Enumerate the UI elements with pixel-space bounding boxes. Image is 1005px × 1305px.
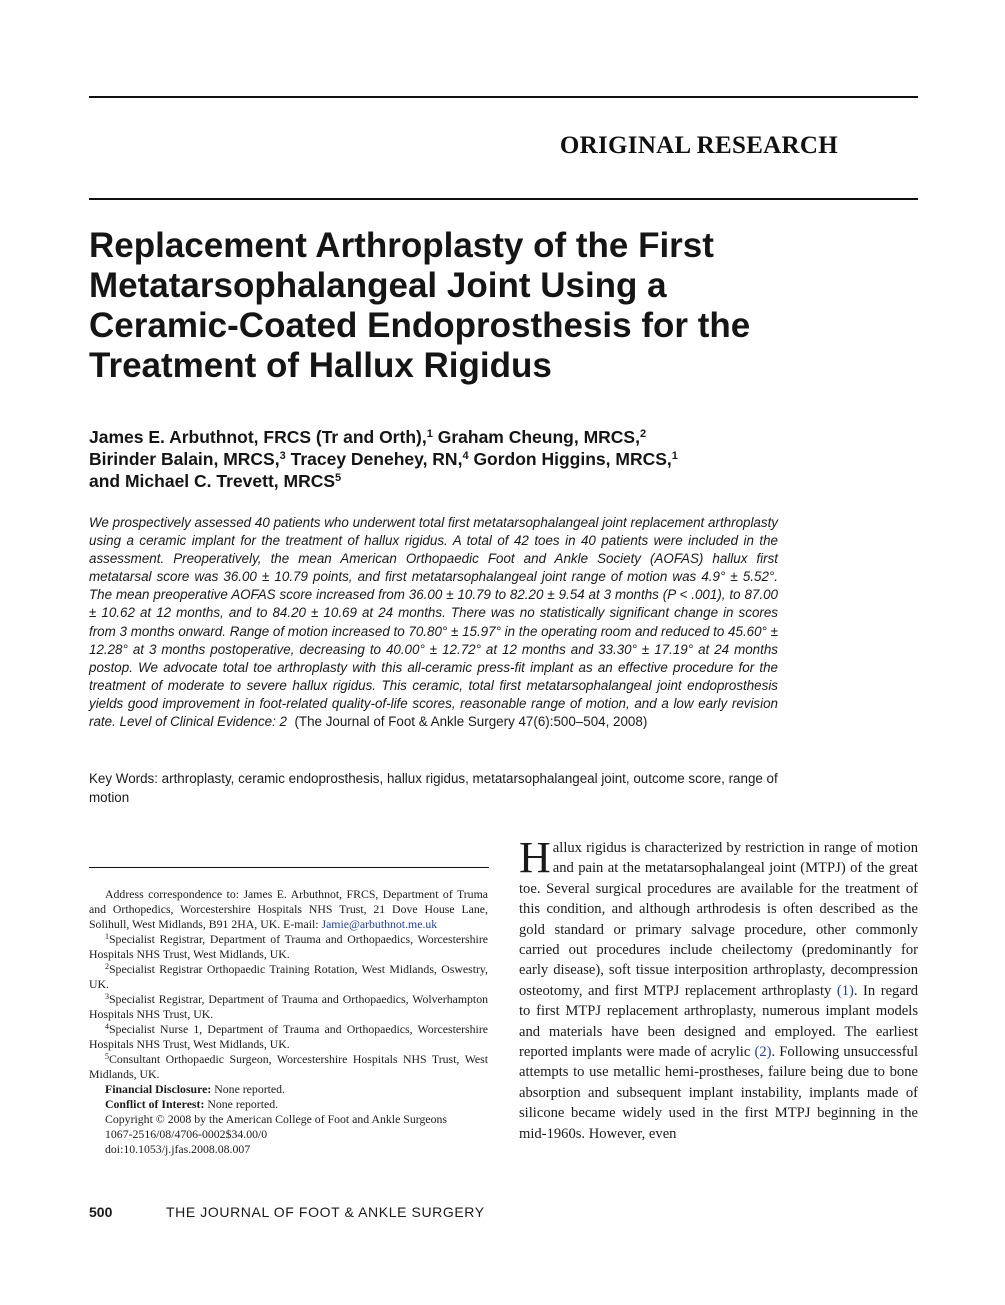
author-affiliation-marker: 1: [426, 428, 433, 440]
affiliation-note: $^2$Specialist Registrar Orthopaedic Training Rotation, West Midlands, Oswestry, UK.: [89, 962, 488, 991]
header-top-rule: [89, 96, 918, 98]
section-label: ORIGINAL RESEARCH: [559, 132, 838, 159]
author-line: [89, 470, 849, 492]
copyright-note: Copyright © 2008 by the American College of Foot and Ankle Surgeons: [105, 1112, 447, 1126]
keywords: Key Words: arthroplasty, ceramic endoprosthesis, hallux rigidus, metatarsophalangeal joint, outcome score, range of motion: [89, 771, 778, 805]
header-bottom-rule: [89, 198, 918, 200]
author-affiliation-marker: 2: [639, 428, 647, 440]
journal-name: THE JOURNAL OF FOOT & ANKLE SURGERY: [166, 1204, 485, 1220]
affiliation-note: $^5$Consultant Orthopaedic Surgeon, Worcestershire Hospitals NHS Trust, West Midlands, UK.: [89, 1052, 488, 1081]
author-affiliation-marker: 3: [279, 450, 286, 462]
title-line: Ceramic-Coated Endoprosthesis for the: [89, 306, 751, 345]
author-name: Birinder Balain, MRCS,: [89, 449, 280, 469]
intro-paragraph: Hallux rigidus is characterized by restriction in range of motion and pain at the metatarsophalangeal joint (MTPJ) of the great toe. Several surgical procedures are available for the treatment of this condition, and although arthrodesis is often described as the gold standard or primary salvage procedure, other commonly carried out procedures include cheilectomy (predominantly for early disease), soft tissue interposition arthroplasty, decompression osteotomy, and first MTPJ replacement arthroplasty (1). In regard to first MTPJ replacement arthroplasty, numerous implant models and materials have been designed and employed. The earliest reported implants were made of acrylic (2). Following unsuccessful attempts to use metallic hemi-prostheses, failure being due to bone absorption and subsequent implant instability, implants made of silicone became widely used in the first MTPJ beginning in the mid-1960s. However, even: [519, 833, 918, 1142]
affiliation-note: $^1$Specialist Registrar, Department of Trauma and Orthopaedics, Worcestershire Hospitals NHS Trust, West Midlands, UK.: [89, 932, 488, 961]
footnote-rule: [89, 867, 489, 868]
reference-link[interactable]: (1): [836, 982, 854, 999]
title-line: Metatarsophalangeal Joint Using a: [89, 266, 667, 305]
author-name: Gordon Higgins, MRCS,: [473, 449, 672, 469]
affiliation-note: $^4$Specialist Nurse 1, Department of Trauma and Orthopaedics, Worcestershire Hospitals NHS Trust, West Midlands, UK.: [89, 1022, 488, 1051]
page-number: 500: [89, 1204, 113, 1220]
title-line: Replacement Arthroplasty of the First: [89, 226, 714, 265]
issn-note: 1067-2516/08/4706-0002$34.00/0: [105, 1127, 268, 1141]
doi-note: doi:10.1053/j.jfas.2008.08.007: [105, 1142, 251, 1156]
title-line: Treatment of Hallux Rigidus: [89, 346, 552, 385]
drop-cap: H: [519, 833, 551, 882]
author-name: Graham Cheung, MRCS,: [437, 427, 640, 447]
author-name: James E. Arbuthnot, FRCS (Tr and Orth),: [89, 427, 427, 447]
abstract: [89, 514, 778, 731]
author-name: and Michael C. Trevett, MRCS: [89, 471, 336, 491]
author-affiliation-marker: 5: [335, 472, 342, 484]
author-affiliation-marker: 4: [462, 450, 469, 462]
body-text-column: [519, 833, 918, 1144]
footnotes: [89, 887, 488, 1157]
conflict-of-interest: Conflict of Interest: None reported.: [105, 1097, 279, 1111]
journal-citation: (The Journal of Foot & Ankle Surgery 47(6):500–504, 2008): [294, 714, 648, 730]
author-affiliation-marker: 1: [671, 450, 678, 462]
reference-link[interactable]: (2): [754, 1044, 772, 1061]
article-title: [89, 226, 929, 386]
author-line: [89, 448, 849, 470]
financial-disclosure: Financial Disclosure: None reported.: [105, 1082, 286, 1096]
author-line: [89, 426, 849, 448]
abstract-text: We prospectively assessed 40 patients who underwent total first metatarsophalangeal joint replacement arthroplasty using a ceramic implant for the treatment of hallux rigidus. A total of 42 toes in 40 patients were included in the assessment. Preoperatively, the mean American Orthopaedic Foot and Ankle Society (AOFAS) hallux first metatarsal score was 36.00 ± 10.79 points, and first metatarsophalangeal joint range of motion was 4.9° ± 5.52°. The mean preoperative AOFAS score increased from 36.00 ± 10.79 to 82.20 ± 9.54 at 3 months (P < .001), to 87.00 ± 10.62 at 12 months, and to 84.20 ± 10.69 at 24 months. There was no statistically significant change in scores from 3 months onward. Range of motion increased to 70.80° ± 15.97° in the operating room and reduced to 45.60° ± 12.28° at 3 months postoperative, decreasing to 40.00° ± 12.72° at 12 months and 33.30° ± 17.19° at 24 months postop. We advocate total toe arthroplasty with this all-ceramic press-fit implant as an effective procedure for the treatment of moderate to severe hallux rigidus. This ceramic, total first metatarsophalangeal joint endoprosthesis yields good improvement in foot-related quality-of-life scores, reasonable range of motion, and a low early revision rate. Level of Clinical Evidence: 2: [89, 515, 778, 730]
author-list: [89, 426, 849, 492]
correspondence-note: Address correspondence to: James E. Arbuthnot, FRCS, Department of Truma and Orthopedics, Worcestershire Hospitals NHS Trust, 21 Dove House Lane, Solihull, West Midlands, B91 2HA, UK. E-mail: Jamie@arbuthnot.me.uk: [89, 887, 488, 931]
email-link[interactable]: Jamie@arbuthnot.me.uk: [321, 917, 438, 931]
author-name: Tracey Denehey, RN,: [290, 449, 463, 469]
affiliation-note: $^3$Specialist Registrar, Department of Trauma and Orthopaedics, Wolverhampton Hospitals NHS Trust, UK.: [89, 992, 488, 1021]
